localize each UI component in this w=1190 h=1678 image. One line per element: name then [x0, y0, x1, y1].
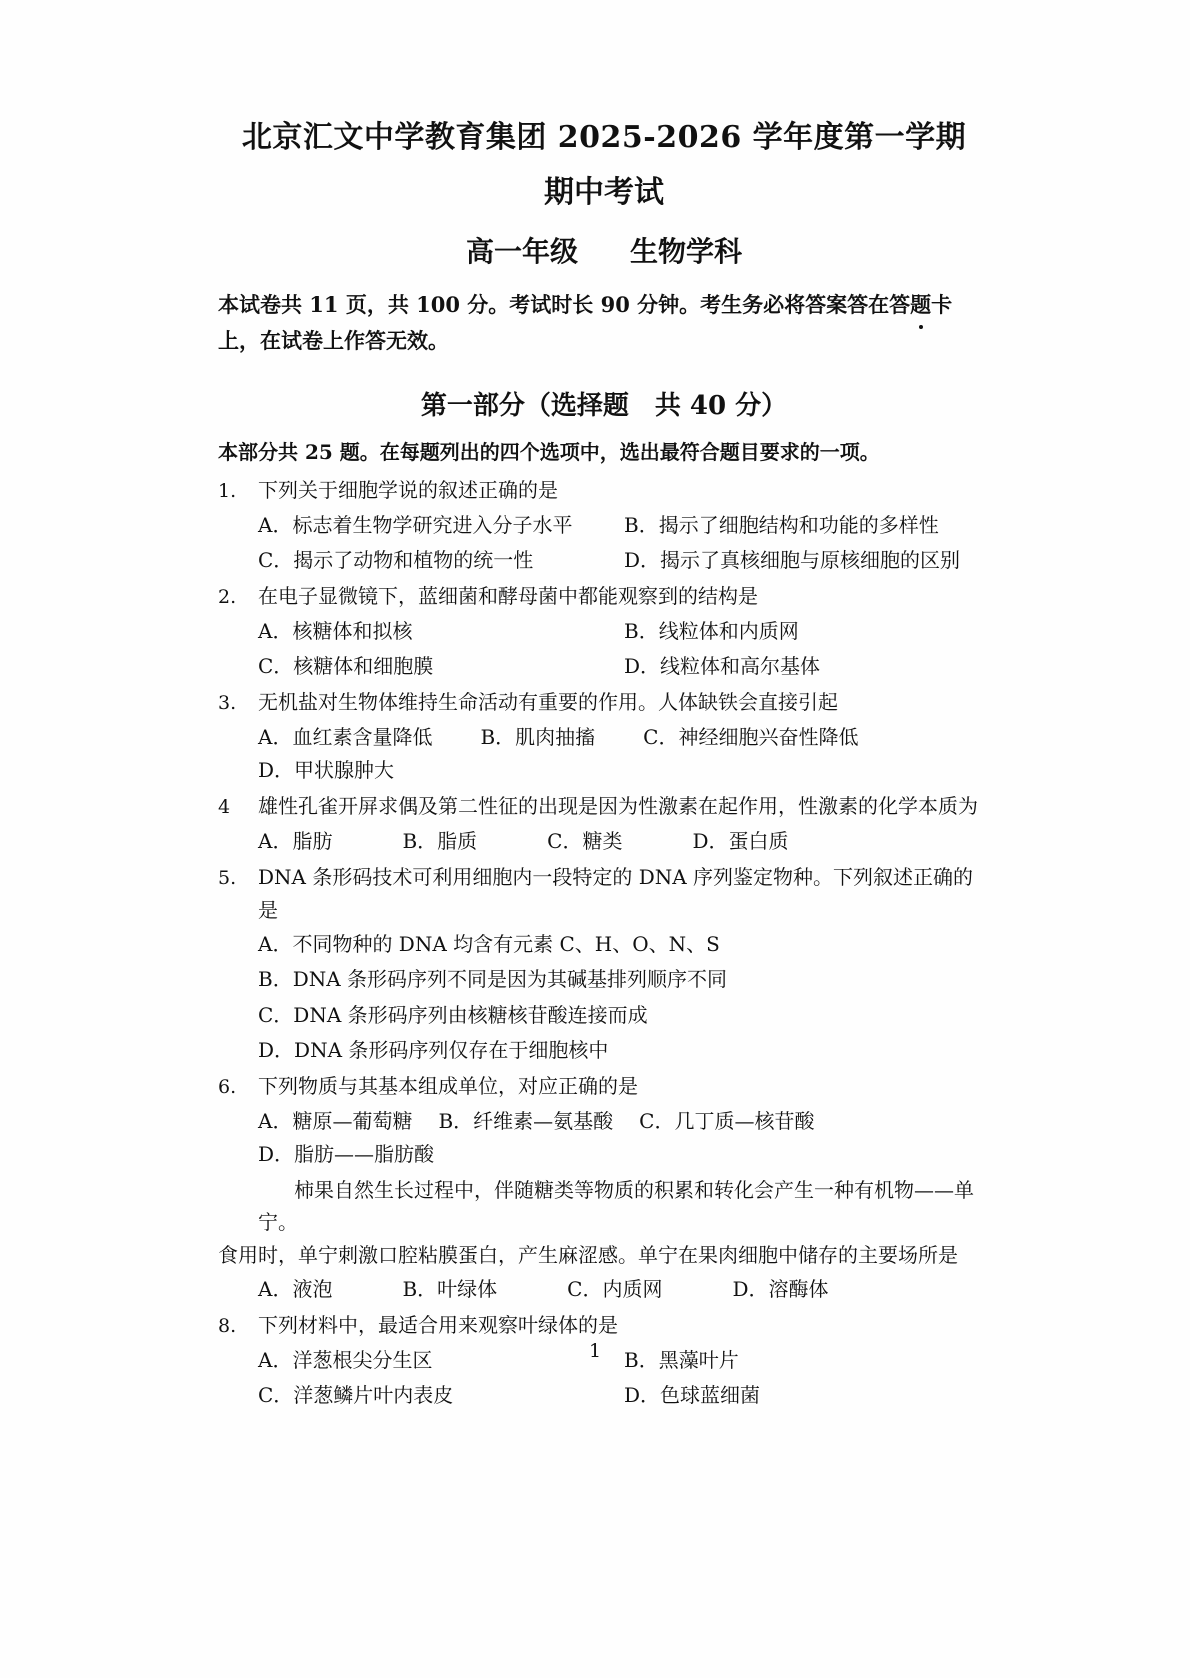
question-8-option-d[interactable]: D．色球蓝细菌	[624, 1383, 761, 1408]
question-3-number: 3.	[218, 692, 237, 715]
question-6-options	[218, 1105, 990, 1171]
question-2-option-d[interactable]: D．线粒体和高尔基体	[624, 654, 821, 679]
page-number: 1	[588, 1340, 602, 1362]
question-6-stem: 6. 下列物质与其基本组成单位，对应正确的是	[218, 1070, 990, 1103]
question-7-option-b[interactable]: B．叶绿体	[402, 1277, 498, 1302]
question-8-option-c[interactable]: C．洋葱鳞片叶内表皮	[258, 1383, 454, 1408]
question-5-number: 5.	[218, 867, 237, 890]
question-2-option-a[interactable]: A．核糖体和拟核	[258, 618, 413, 643]
question-2-option-c[interactable]: C．核糖体和细胞膜	[258, 654, 434, 679]
subject-label: 生物学科	[630, 235, 743, 268]
question-3	[218, 686, 990, 787]
question-1-number: 1.	[218, 480, 237, 503]
page-title: 北京汇文中学教育集团 2025-2026 学年度第一学期	[241, 120, 967, 155]
question-2-number: 2.	[218, 586, 237, 609]
question-3-option-d[interactable]: D．甲状腺肿大	[258, 758, 395, 783]
question-6	[218, 1070, 990, 1171]
question-5	[218, 861, 990, 1067]
question-6-option-b[interactable]: B．纤维素—氨基酸	[438, 1108, 614, 1133]
question-1-stem: 1. 下列关于细胞学说的叙述正确的是	[218, 474, 990, 507]
question-1-option-a[interactable]: A．标志着生物学研究进入分子水平	[258, 512, 573, 537]
instruction-line-1: 本试卷共 11 页，共 100 分。考试时长 90 分钟。考生务必将答案答在	[218, 291, 890, 317]
question-6-option-a[interactable]: A．糖原—葡萄糖	[258, 1108, 413, 1133]
question-2	[218, 580, 990, 683]
question-1-option-c[interactable]: C．揭示了动物和植物的统一性	[258, 547, 534, 572]
question-6-option-c[interactable]: C．几丁质—核苷酸	[639, 1108, 815, 1133]
question-8-option-a[interactable]: A．洋葱根尖分生区	[258, 1348, 433, 1373]
question-7-stem-line-1: 柿果自然生长过程中，伴随糖类等物质的积累和转化会产生一种有机物——单宁。	[258, 1178, 974, 1235]
question-4-option-c[interactable]: C．糖类	[547, 829, 623, 854]
question-7	[218, 1174, 990, 1306]
question-7-option-d[interactable]: D．溶酶体	[732, 1277, 829, 1302]
answer-sheet-emphasis: 答题卡	[889, 287, 952, 323]
page-content	[218, 118, 990, 1416]
grade-subject-title	[218, 233, 990, 271]
question-5-option-c[interactable]: C．DNA 条形码序列由核糖核苷酸连接而成	[258, 1002, 648, 1027]
question-4-number: 4	[218, 796, 231, 819]
question-4-options	[218, 825, 990, 858]
question-5-option-a[interactable]: A．不同物种的 DNA 均含有元素 C、H、O、N、S	[258, 932, 720, 957]
question-2-options	[218, 615, 990, 683]
question-2-stem: 2. 在电子显微镜下，蓝细菌和酵母菌中都能观察到的结构是	[218, 580, 990, 613]
question-6-number: 6.	[218, 1075, 237, 1098]
question-5-option-d[interactable]: D．DNA 条形码序列仅存在于细胞核中	[258, 1037, 609, 1062]
grade-label: 高一年级	[465, 235, 578, 268]
question-1	[218, 474, 990, 577]
question-8-stem: 8. 下列材料中，最适合用来观察叶绿体的是	[218, 1309, 990, 1342]
part-one-note: 本部分共 25 题。在每题列出的四个选项中，选出最符合题目要求的一项。	[218, 440, 880, 465]
exam-instructions	[218, 287, 990, 359]
question-4	[218, 790, 990, 858]
question-3-option-b[interactable]: B．肌肉抽搐	[480, 725, 596, 750]
question-7-option-c[interactable]: C．内质网	[567, 1277, 663, 1302]
question-3-options	[218, 721, 990, 787]
question-5-option-b[interactable]: B．DNA 条形码序列不同是因为其碱基排列顺序不同	[258, 967, 728, 992]
instruction-line-2: 上，在试卷上作答无效。	[218, 327, 449, 353]
question-8-option-b[interactable]: B．黑藻叶片	[624, 1348, 739, 1373]
question-7-stem-line-2: 食用时，单宁刺激口腔粘膜蛋白，产生麻涩感。单宁在果肉细胞中储存的主要场所是	[218, 1242, 958, 1267]
question-2-option-b[interactable]: B．线粒体和内质网	[624, 618, 799, 643]
part-one-title: 第一部分（选择题 共 40 分）	[420, 391, 788, 422]
question-1-option-d[interactable]: D．揭示了真核细胞与原核细胞的区别	[624, 547, 961, 572]
question-4-option-d[interactable]: D．蛋白质	[692, 829, 789, 854]
question-8-number: 8.	[218, 1315, 237, 1338]
question-7-options	[218, 1273, 990, 1306]
exam-name-title: 期中考试	[544, 174, 664, 210]
question-5-options	[218, 928, 990, 1067]
question-1-options	[218, 509, 990, 577]
question-4-stem: 4 雄性孔雀开屏求偶及第二性征的出现是因为性激素在起作用，性激素的化学本质为	[218, 790, 990, 823]
question-6-option-d[interactable]: D．脂肪——脂肪酸	[258, 1141, 435, 1166]
question-3-stem: 3. 无机盐对生物体维持生命活动有重要的作用。人体缺铁会直接引起	[218, 686, 990, 719]
question-5-stem: 5. DNA 条形码技术可利用细胞内一段特定的 DNA 序列鉴定物种。下列叙述正确的是	[218, 865, 974, 922]
question-4-option-b[interactable]: B．脂质	[402, 829, 478, 854]
question-7-option-a[interactable]: A．液泡	[258, 1277, 333, 1302]
question-1-option-b[interactable]: B．揭示了细胞结构和功能的多样性	[624, 512, 939, 537]
question-4-option-a[interactable]: A．脂肪	[258, 829, 333, 854]
question-3-option-a[interactable]: A．血红素含量降低	[258, 725, 433, 750]
question-3-option-c[interactable]: C．神经细胞兴奋性降低	[643, 725, 859, 750]
